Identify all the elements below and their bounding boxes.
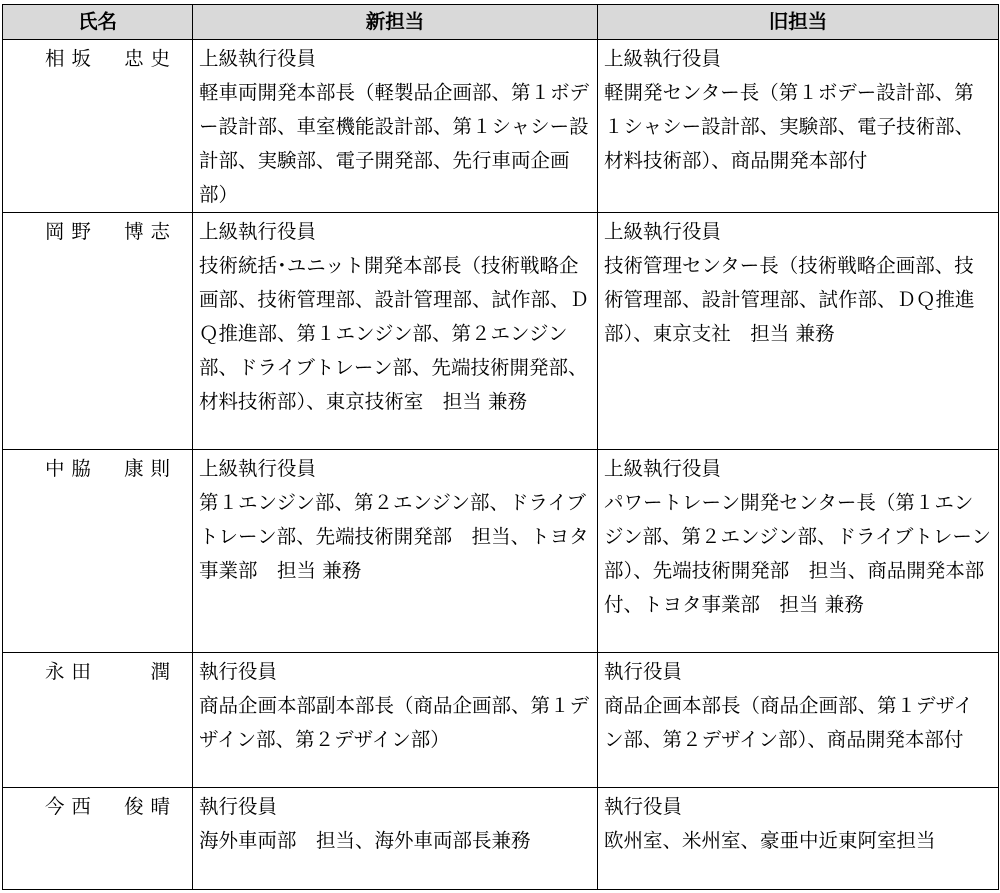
old-detail: 商品企画本部長（商品企画部、第１デザイン部、第２デザイン部）、商品開発本部付 [604, 694, 974, 751]
old-title: 上級執行役員 [604, 457, 722, 480]
new-detail: 海外車両部 担当、海外車両部長兼務 [199, 829, 531, 852]
officer-name: 中脇 康則 [3, 450, 193, 653]
new-assignment-cell [193, 788, 598, 890]
old-assignment-cell [598, 653, 999, 788]
officer-name: 岡野 博志 [3, 213, 193, 450]
new-assignment-cell [193, 450, 598, 653]
table-row [3, 653, 999, 788]
new-title: 執行役員 [199, 795, 278, 818]
old-assignment-cell [598, 213, 999, 450]
old-title: 執行役員 [604, 660, 683, 683]
table-row [3, 213, 999, 450]
old-title: 上級執行役員 [604, 47, 722, 70]
new-assignment-cell [193, 653, 598, 788]
header-new-assignment: 新担当 [193, 5, 598, 40]
new-title: 上級執行役員 [199, 220, 317, 243]
header-row [3, 5, 999, 40]
new-title: 上級執行役員 [199, 47, 317, 70]
header-old-assignment: 旧担当 [598, 5, 999, 40]
new-detail: 技術統括･ユニット開発本部長（技術戦略企画部、技術管理部、設計管理部、試作部、ＤＱ推進部、第１エンジン部、第２エンジン部、ドライブトレーン部、先端技術開発部、材料技術部）、東京技術室 担当 兼務 [199, 254, 590, 413]
officer-name: 今西 俊晴 [3, 788, 193, 890]
new-detail: 商品企画本部副本部長（商品企画部、第１デザイン部、第２デザイン部） [199, 694, 590, 751]
new-assignment-cell [193, 40, 598, 213]
new-title: 執行役員 [199, 660, 278, 683]
old-detail: パワートレーン開発センター長（第１エンジン部、第２エンジン部、ドライブトレーン部）、先端技術開発部 担当、商品開発本部付、トヨタ事業部 担当 兼務 [604, 491, 991, 616]
new-title: 上級執行役員 [199, 457, 317, 480]
header-name: 氏名 [3, 5, 193, 40]
table-row [3, 788, 999, 890]
table-row [3, 40, 999, 213]
old-detail: 技術管理センター長（技術戦略企画部、技術管理部、設計管理部、試作部、ＤＱ推進部）、東京支社 担当 兼務 [604, 254, 975, 345]
old-title: 上級執行役員 [604, 220, 722, 243]
new-detail: 第１エンジン部、第２エンジン部、ドライブトレーン部、先端技術開発部 担当、トヨタ事業部 担当 兼務 [199, 491, 589, 582]
old-assignment-cell [598, 450, 999, 653]
new-detail: 軽車両開発本部長（軽製品企画部、第１ボデー設計部、車室機能設計部、第１シャシー設計部、実験部、電子開発部、先行車両企画部） [199, 81, 590, 206]
old-detail: 欧州室、米州室、豪亜中近東阿室担当 [604, 829, 936, 852]
old-assignment-cell [598, 40, 999, 213]
officer-name: 相坂 忠史 [3, 40, 193, 213]
new-assignment-cell [193, 213, 598, 450]
officer-assignment-table [2, 4, 999, 890]
table-row [3, 450, 999, 653]
old-assignment-cell [598, 788, 999, 890]
old-title: 執行役員 [604, 795, 683, 818]
old-detail: 軽開発センター長（第１ボデー設計部、第１シャシー設計部、実験部、電子技術部、材料技術部）、商品開発本部付 [604, 81, 975, 172]
officer-name: 永田 潤 [3, 653, 193, 788]
